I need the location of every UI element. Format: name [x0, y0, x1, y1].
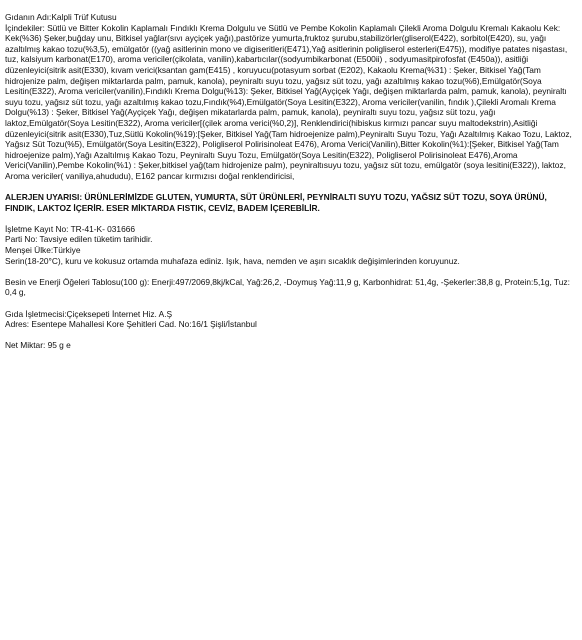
product-name: Gıdanın Adı:Kalpli Trüf Kutusu [5, 12, 117, 22]
spacer [5, 266, 577, 277]
country-of-origin: Menşei Ülke:Türkiye [5, 245, 81, 256]
spacer [5, 298, 577, 309]
business-operator: Gıda İşletmecisi:Çiçeksepeti İnternet Hiz. A.Ş [5, 308, 173, 319]
registration-number: İşletme Kayıt No: TR-41-K- 031666 [5, 223, 135, 234]
nutrition-facts: Besin ve Enerji Öğeleri Tablosu(100 g): Enerji:497/2069,8kj/kCal, Yağ:26,2, -Doymuş Yağ:11,9 g, Karbonhidrat: 51,4g, -Şekerler:38,8 g, Protein:5,1g, Tuz: 0,4 g, [5, 276, 570, 298]
allergen-warning: ALERJEN UYARISI: ÜRÜNLERİMİZDE GLUTEN, YUMURTA, SÜT ÜRÜNLERİ, PEYNİRALTI SUYU TOZU, YAĞSIZ SÜT TOZU, SOYA ÜRÜNÜ, FINDIK, LAKTOZ İÇERİR. ESER MİKTARDA FISTIK, CEVİZ, BADEM İÇEREBİLİR. [5, 192, 547, 213]
ingredients-text: İçindekiler: Sütlü ve Bitter Kokolin Kaplamalı Fındıklı Krema Dolgulu ve Sütlü ve Pembe Kokolin Kaplamalı Çilekli Aroma Dolgulu Kremalı Kakaolu Kek: Kek(%36) Şeker,buğday unu, Bitkisel yağlar(sıvı ayçiçek yağı),pastörize yumurta,fruktoz şurubu,stabilizörler(gliserol(E422), sorbitol(E420), su, yağı azaltılmış kakao tozu(%3,5), emülgatör ((yağ asitlerinin mono ve digiseritleri(E471),Yağ asitlerinin poligliserol esterleri(E475)), modifiye patates nişastası, tuz, kalsiyum karbonat(E170), aroma vericiler(çikolata, vanilin),kabartıcılar((sodyumbikarbonat (E500ii) , sodyumasitpirofosfat (E450a)), asitliği düzenleyici(sitrik asit(E330), kıvam verici(ksantan gam(E415) , koruyucu(potasyum sorbat (E202), Kakaolu Krema(%31) : Şeker, Bitkisel Yağ(Tam hidrojenize palm, değişen miktarlarda palm, pamuk, kanola), peyniraltı suyu tozu, yağsız süt tozu, yağı azaltılmış kakao tozu(%6),Emülgatör(Soya Lesitin(E322), Aroma vericiler(vanilin),Fındıklı Krema Dolgu(%13): Şeker, Bitkisel Yağ(Ayçiçek Yağı, değişen miktarlarda palm, pamuk, kanola), peyniraltı suyu tozu, yağsız süt tozu, yağı azaltılmış kakao tozu,Fındık(%4),Emülgatör(Soya Lesitin(E322), Aroma vericiler(vanilin, fındık ),Çilekli Aromalı Krema Dolgu(%13) : Şeker, Bitkisel Yağ(Ayçiçek Yağı, değişen mikatarlarda palm, pamuk, kanola), peyniraltı suyu tozu, yağsız süt tozu, yağı laktoz,Emülgatör(Soya Lesitin(E322), Aroma vericiler[(çilek aroma verici(%0,2)], Renklendirici(hibiskus kırmızı pancar suyu maltodekstrin),Asitliği düzenleyici(sitrik asit(E330),Tuz,Sütlü Kokolin(%19):[Şeker, Bitkisel Yağ(Tam hidroejenize palm),Peyniraltı Suyu Tozu, Yağı Azaltılmış Kakao Tozu, Laktoz, Yağsız Süt Tozu(%5), Emülgatör(Soya Lesitin(E322), Poligliserol Polirisinoleat E476), Aroma Verici(Vanilin),Bitter Kokolin(%1):[Şeker, Bitkisel Yağ(Tam hidroejenize palm),Yağı Azaltılmış Kakao Tozu, Peyniraltı Suyu Tozu, Emülgatör(Soya Lesitin(E322), Poligliserol Polirisinoleat E476),Aroma Verici(Vanilin),Pembe Kokolin(%1) : Şeker,bitkisel yağ(tam hidrojenize palm), peyniraltısuyu tozu, yağsız süt tozu, emülgatör (soya lesitini(E322)), laktoz, Aroma vericiler( vaniliya,ahududu), E162 pancar kırmızısı doğal renklendiricisi, [5, 22, 572, 181]
business-address: Adres: Esentepe Mahallesi Kore Şehitleri Cad. No:16/1 Şişli/İstanbul [5, 319, 257, 330]
label-document [5, 12, 577, 351]
net-amount: Net Miktar: 95 g e [5, 340, 71, 351]
spacer [5, 330, 577, 341]
batch-number: Parti No: Tavsiye edilen tüketim tarihidir. [5, 234, 153, 245]
spacer [5, 182, 577, 193]
storage-instructions: Serin(18-20°C), kuru ve kokusuz ortamda muhafaza ediniz. Işık, hava, nemden ve aşırı sıcaklık değişimlerinden koruyunuz. [5, 255, 460, 266]
spacer [5, 213, 577, 224]
